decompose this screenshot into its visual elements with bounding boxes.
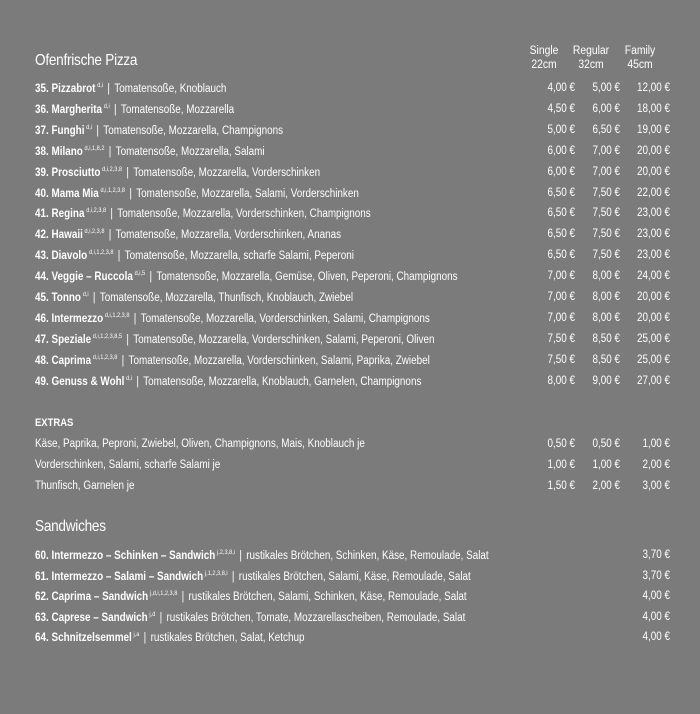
sandwich-name: 64. Schnitzelsemmel: [35, 632, 132, 645]
pizza-ingredients: Tomatensoße, Mozzarella, Vorderschinken, Salami, Champignons: [140, 312, 430, 325]
pizza-ingredients: Tomatensoße, Mozzarella, Vorderschinken: [133, 166, 321, 179]
pizza-row: [35, 249, 700, 269]
pizza-name: 47. Speziale: [35, 333, 92, 346]
column-size: 45cm: [627, 59, 653, 71]
price-regular: 7,50 €: [592, 228, 620, 241]
pizza-row: [35, 333, 700, 353]
pizza-row: [35, 270, 700, 290]
price-regular: 9,00 €: [592, 374, 620, 387]
pizza-name: 39. Prosciutto: [35, 166, 101, 179]
pizza-row: [35, 166, 700, 186]
sandwich-ingredients: rustikales Brötchen, Salat, Ketchup: [150, 632, 305, 645]
pizza-name: 41. Regina: [35, 208, 85, 221]
pizza-row: [35, 145, 700, 165]
price-single: 6,50 €: [547, 249, 575, 262]
column-label: Regular: [572, 45, 610, 57]
pizza-item: [35, 228, 341, 241]
pizza-row: [35, 312, 700, 332]
pizza-ingredients: Tomatensoße, Mozzarella, Vorderschinken, Salami, Peperoni, Oliven: [133, 333, 435, 346]
allergen-codes: d,i,2,3,8: [102, 165, 123, 173]
price-regular: 8,00 €: [592, 270, 620, 283]
pizza-row: [35, 375, 700, 395]
pizza-item: [35, 82, 226, 95]
allergen-codes: d,i: [103, 102, 110, 110]
price-single: 6,00 €: [547, 144, 575, 157]
price-single: 1,50 €: [547, 480, 575, 492]
price-regular: 6,50 €: [592, 123, 620, 136]
allergen-codes: j,d: [149, 610, 156, 618]
sandwich-row: [35, 549, 700, 569]
extras-description: Vorderschinken, Salami, scharfe Salami je: [35, 459, 221, 471]
pizza-item: [35, 312, 430, 325]
extras-row: [35, 480, 700, 500]
pizza-row: [35, 103, 700, 123]
price-family: 23,00 €: [636, 249, 670, 262]
sandwich-ingredients: rustikales Brötchen, Schinken, Käse, Remoulade, Salat: [246, 550, 489, 562]
sandwich-item: [35, 631, 305, 644]
allergen-codes: d,i,1,2,3,8: [100, 186, 126, 194]
column-label: Family: [624, 45, 656, 57]
pizza-ingredients: Tomatensoße, Mozzarella, Salami, Vorderschinken: [136, 187, 359, 200]
price-family: 20,00 €: [636, 165, 670, 178]
column-header-family: [618, 44, 663, 72]
sandwich-item: [35, 570, 471, 583]
separator: |: [110, 208, 113, 221]
separator: |: [149, 271, 153, 284]
pizza-ingredients: Tomatensoße, Mozzarella, Vorderschinken, Champignons: [117, 208, 371, 221]
separator: |: [133, 312, 137, 325]
pizza-name: 46. Intermezzo: [35, 312, 104, 325]
allergen-codes: d,i: [86, 123, 93, 131]
pizza-row: [35, 291, 700, 311]
pizza-section-title: Ofenfrische Pizza: [35, 52, 138, 69]
pizza-name: 36. Margherita: [35, 103, 103, 116]
price: 4,00 €: [642, 610, 670, 623]
pizza-item: [35, 145, 265, 158]
separator: |: [181, 591, 185, 604]
separator: |: [113, 103, 117, 116]
pizza-ingredients: Tomatensoße, Mozzarella, Salami: [115, 145, 265, 158]
separator: |: [239, 550, 242, 562]
separator: |: [108, 229, 112, 242]
price-single: 7,00 €: [547, 311, 575, 324]
pizza-item: [35, 270, 458, 283]
allergen-codes: d,i,5: [134, 270, 146, 278]
price-regular: 7,00 €: [592, 165, 620, 178]
price-family: 20,00 €: [636, 311, 670, 324]
sandwich-name: 62. Caprima – Sandwich: [35, 591, 149, 604]
separator: |: [96, 124, 99, 137]
pizza-item: [35, 291, 353, 304]
price-single: 7,50 €: [547, 353, 575, 366]
price-single: 7,50 €: [547, 332, 575, 345]
allergen-codes: j,1,2,3,8,i: [204, 569, 228, 577]
price-regular: 1,00 €: [592, 459, 620, 471]
allergen-codes: d,i: [126, 374, 133, 382]
allergen-codes: d,i,1,2,3,8: [88, 249, 114, 257]
pizza-name: 44. Veggie – Ruccola: [35, 271, 133, 284]
price: 3,70 €: [642, 549, 670, 561]
column-header-single: [522, 44, 567, 72]
price-family: 3,00 €: [642, 480, 670, 492]
pizza-row: [35, 207, 700, 227]
price-family: 20,00 €: [636, 291, 670, 303]
price-family: 24,00 €: [636, 270, 670, 283]
allergen-codes: d,i,2,3,8: [86, 207, 107, 215]
pizza-item: [35, 207, 371, 220]
pizza-ingredients: Tomatensoße, Mozzarella, Champignons: [103, 124, 284, 137]
extras-description: Käse, Paprika, Peproni, Zwiebel, Oliven, Champignons, Mais, Knoblauch je: [35, 438, 365, 450]
price-single: 6,50 €: [547, 228, 575, 241]
allergen-codes: j,2,3,8,i: [216, 549, 236, 556]
separator: |: [126, 333, 129, 346]
price-family: 18,00 €: [636, 102, 670, 115]
price-single: 5,00 €: [547, 123, 575, 136]
separator: |: [143, 632, 147, 645]
pizza-ingredients: Tomatensoße, Mozzarella, Gemüse, Oliven, Peperoni, Champignons: [156, 271, 458, 284]
separator: |: [126, 166, 129, 179]
extras-row: [35, 459, 700, 479]
column-size: 32cm: [578, 59, 604, 71]
extras-description: Thunfisch, Garnelen je: [35, 480, 135, 492]
price-family: 23,00 €: [636, 228, 670, 241]
pizza-item: [35, 187, 359, 200]
column-label: Single: [529, 45, 559, 57]
separator: |: [231, 570, 235, 583]
sandwich-ingredients: rustikales Brötchen, Salami, Käse, Remoulade, Salat: [238, 570, 471, 583]
pizza-name: 48. Caprima: [35, 354, 92, 367]
separator: |: [117, 250, 121, 263]
price-regular: 8,50 €: [592, 332, 620, 345]
price-regular: 7,50 €: [592, 207, 620, 220]
price-single: 6,00 €: [547, 165, 575, 178]
separator: |: [121, 354, 125, 367]
price-regular: 7,50 €: [592, 186, 620, 199]
allergen-codes: d,i,1,2,3,8: [92, 353, 118, 361]
price-single: 4,50 €: [547, 102, 575, 115]
allergen-codes: d,i,1,2,3,8,5: [92, 332, 123, 340]
separator: |: [129, 187, 132, 200]
price-regular: 8,50 €: [592, 353, 620, 366]
sandwich-ingredients: rustikales Brötchen, Tomate, Mozzarellascheiben, Remoulade, Salat: [166, 611, 466, 624]
pizza-name: 49. Genuss & Wohl: [35, 375, 125, 388]
pizza-item: [35, 124, 283, 137]
price-single: 6,50 €: [547, 207, 575, 220]
sandwich-item: [35, 611, 465, 624]
pizza-ingredients: Tomatensoße, Mozzarella, Thunfisch, Knoblauch, Zwiebel: [99, 292, 354, 304]
pizza-ingredients: Tomatensoße, Mozzarella, Vorderschinken, Salami, Paprika, Zwiebel: [128, 354, 430, 367]
pizza-ingredients: Tomatensoße, Mozzarella, Knoblauch, Garnelen, Champignons: [143, 375, 422, 388]
pizza-ingredients: Tomatensoße, Mozzarella: [120, 103, 235, 116]
pizza-item: [35, 375, 421, 388]
pizza-item: [35, 103, 234, 116]
price: 4,00 €: [642, 631, 670, 644]
pizza-row: [35, 187, 700, 207]
separator: |: [159, 611, 163, 624]
price-regular: 8,00 €: [592, 311, 620, 324]
price-regular: 8,00 €: [592, 291, 620, 303]
pizza-name: 42. Hawaii: [35, 229, 83, 242]
pizza-name: 45. Tonno: [35, 292, 81, 304]
price-single: 4,00 €: [547, 82, 575, 94]
separator: |: [107, 83, 110, 95]
price-family: 19,00 €: [636, 123, 670, 136]
sandwich-name: 60. Intermezzo – Schinken – Sandwich: [35, 550, 216, 562]
pizza-name: 43. Diavolo: [35, 250, 88, 263]
pizza-ingredients: Tomatensoße, Knoblauch: [114, 83, 227, 95]
pizza-item: [35, 249, 354, 262]
extras-title: EXTRAS: [35, 417, 74, 429]
sandwich-row: [35, 590, 700, 610]
sandwich-row: [35, 570, 700, 590]
sandwich-item: [35, 549, 489, 562]
price: 4,00 €: [642, 590, 670, 603]
column-header-regular: [569, 44, 614, 72]
price-family: 25,00 €: [636, 353, 670, 366]
price-regular: 6,00 €: [592, 102, 620, 115]
price: 3,70 €: [642, 569, 670, 582]
separator: |: [92, 292, 96, 304]
pizza-row: [35, 354, 700, 374]
allergen-codes: j,a: [133, 631, 140, 639]
pizza-item: [35, 166, 320, 179]
price-family: 23,00 €: [636, 207, 670, 220]
price-family: 25,00 €: [636, 332, 670, 345]
allergen-codes: d,i,2,3,8: [84, 228, 105, 236]
price-family: 20,00 €: [636, 144, 670, 157]
allergen-codes: d,i,1,8,2: [84, 144, 105, 152]
price-regular: 2,00 €: [592, 480, 620, 492]
price-family: 2,00 €: [642, 459, 670, 471]
price-regular: 0,50 €: [592, 438, 620, 450]
sandwiches-section-title: Sandwiches: [35, 518, 106, 535]
price-single: 7,00 €: [547, 270, 575, 283]
pizza-item: [35, 333, 434, 346]
pizza-ingredients: Tomatensoße, Mozzarella, scharfe Salami, Peperoni: [124, 250, 354, 263]
sandwich-name: 61. Intermezzo – Salami – Sandwich: [35, 570, 204, 583]
price-single: 1,00 €: [547, 459, 575, 471]
price-regular: 7,50 €: [592, 249, 620, 262]
price-regular: 7,00 €: [592, 144, 620, 157]
pizza-name: 40. Mama Mia: [35, 187, 99, 200]
allergen-codes: d,i: [82, 291, 89, 298]
pizza-name: 35. Pizzabrot: [35, 83, 96, 95]
pizza-item: [35, 354, 430, 367]
separator: |: [136, 375, 139, 388]
price-family: 22,00 €: [636, 186, 670, 199]
allergen-codes: j,d,i,1,2,3,8: [149, 590, 178, 598]
extras-row: [35, 438, 700, 458]
price-regular: 5,00 €: [592, 82, 620, 94]
pizza-row: [35, 124, 700, 144]
pizza-name: 38. Milano: [35, 145, 83, 158]
price-family: 1,00 €: [642, 438, 670, 450]
price-single: 6,50 €: [547, 186, 575, 199]
pizza-name: 37. Funghi: [35, 124, 85, 137]
price-single: 0,50 €: [547, 438, 575, 450]
pizza-ingredients: Tomatensoße, Mozzarella, Vorderschinken, Ananas: [115, 229, 342, 242]
allergen-codes: d,i: [97, 82, 104, 89]
sandwich-ingredients: rustikales Brötchen, Salami, Schinken, Käse, Remoulade, Salat: [188, 591, 467, 604]
price-family: 12,00 €: [636, 82, 670, 94]
sandwich-row: [35, 611, 700, 631]
price-family: 27,00 €: [636, 374, 670, 387]
sandwich-name: 63. Caprese – Sandwich: [35, 611, 148, 624]
separator: |: [108, 145, 112, 158]
price-single: 7,00 €: [547, 291, 575, 303]
sandwich-row: [35, 631, 700, 651]
price-single: 8,00 €: [547, 374, 575, 387]
pizza-row: [35, 82, 700, 102]
pizza-row: [35, 228, 700, 248]
allergen-codes: d,i,1,2,3,8: [104, 311, 130, 319]
sandwich-item: [35, 590, 467, 603]
column-size: 22cm: [531, 59, 557, 71]
